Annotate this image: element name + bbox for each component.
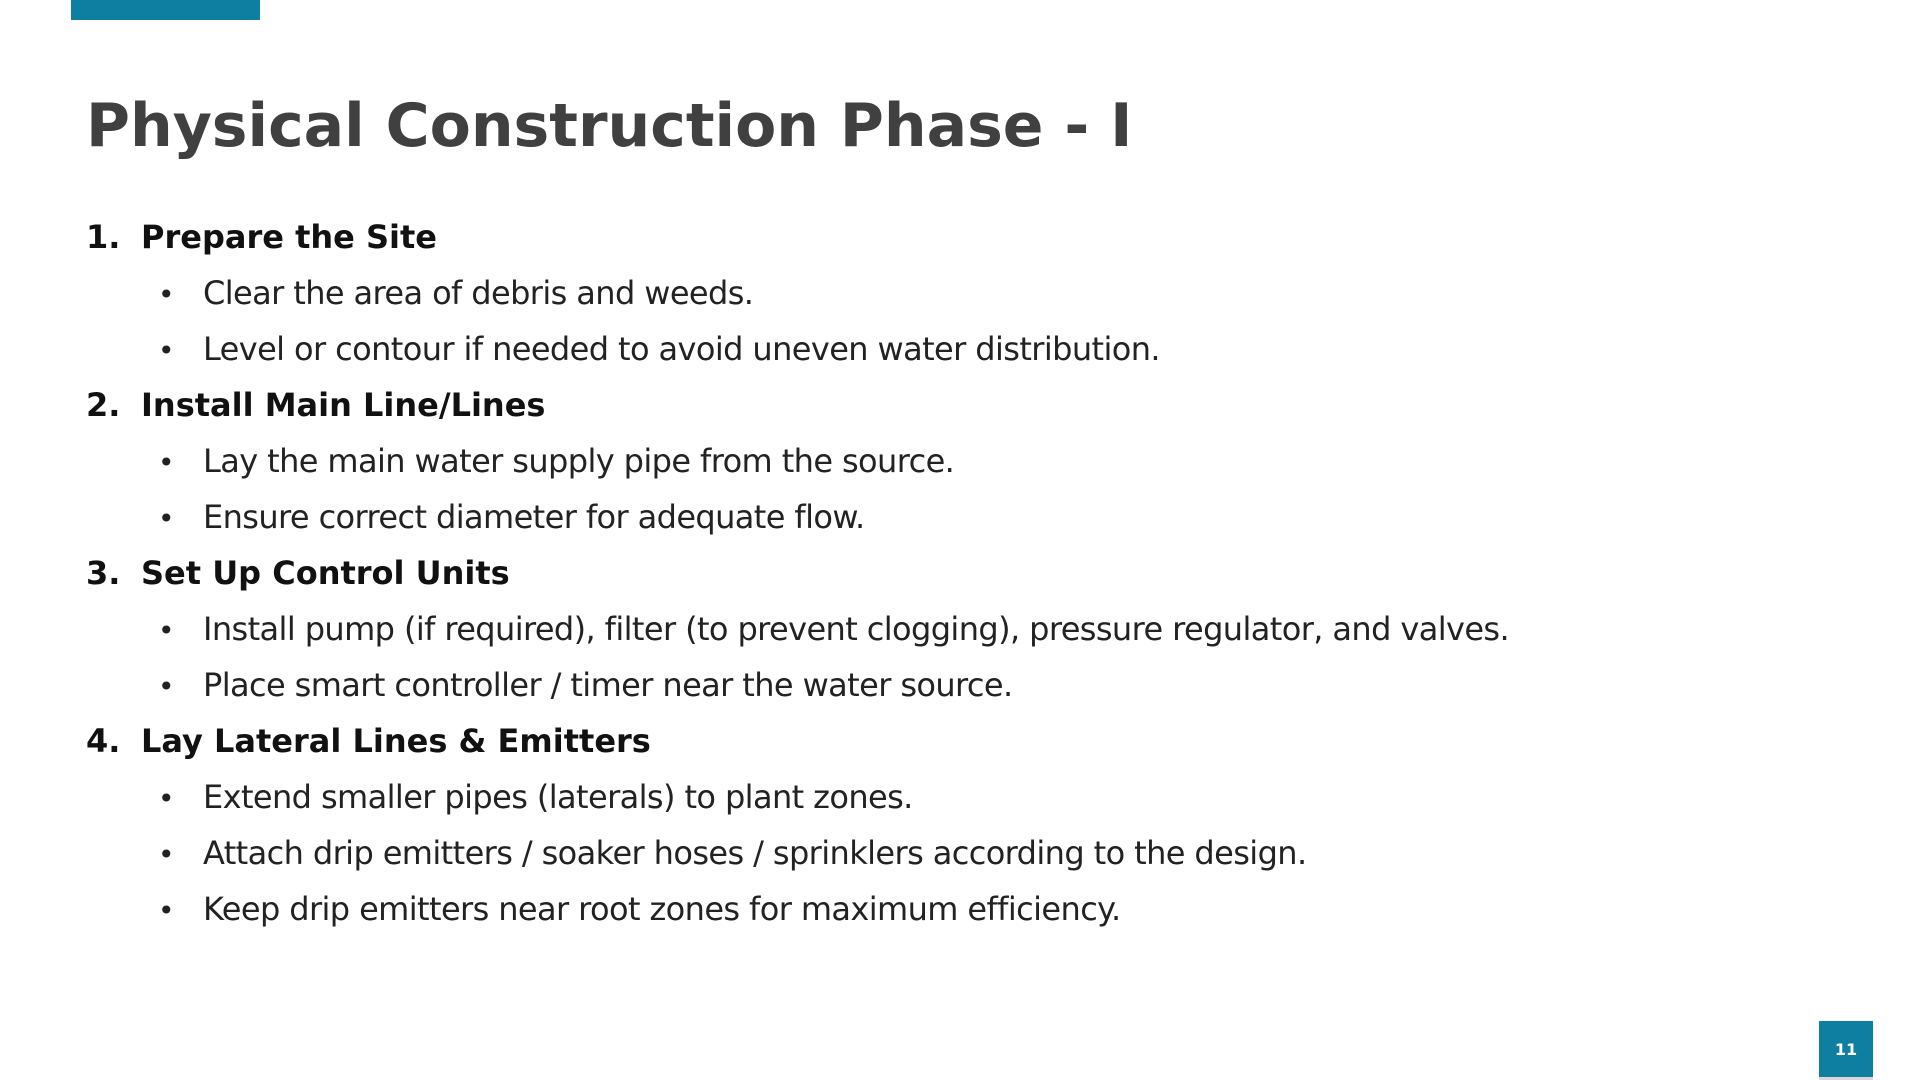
bullet-icon: •: [158, 614, 175, 647]
section-heading: [86, 545, 1846, 601]
bullet-icon: •: [158, 894, 175, 927]
section-number: 3.: [86, 554, 121, 592]
section-number: 2.: [86, 386, 121, 424]
bullet-item: [86, 265, 1846, 321]
section-heading-text: Set Up Control Units: [141, 554, 510, 592]
bullet-icon: •: [158, 334, 175, 367]
bullet-icon: •: [158, 670, 175, 703]
bullet-item: [86, 769, 1846, 825]
bullet-item: [86, 433, 1846, 489]
section-heading: [86, 377, 1846, 433]
section-heading-text: Lay Lateral Lines & Emitters: [141, 722, 651, 760]
bullet-icon: •: [158, 838, 175, 871]
section-number: 4.: [86, 722, 121, 760]
bullet-text: Lay the main water supply pipe from the source.: [203, 442, 955, 480]
bullet-text: Keep drip emitters near root zones for maximum efficiency.: [203, 890, 1121, 928]
section-heading: [86, 209, 1846, 265]
section-control-units: [86, 545, 1846, 713]
bullet-text: Level or contour if needed to avoid uneven water distribution.: [203, 330, 1161, 368]
section-install-main-line: [86, 377, 1846, 545]
section-heading: [86, 713, 1846, 769]
bullet-text: Extend smaller pipes (laterals) to plant zones.: [203, 778, 913, 816]
bullet-icon: •: [158, 502, 175, 535]
section-number: 1.: [86, 218, 121, 256]
bullet-item: [86, 321, 1846, 377]
section-lateral-lines: [86, 713, 1846, 937]
bullet-icon: •: [158, 446, 175, 479]
section-prepare-site: [86, 209, 1846, 377]
bullet-text: Install pump (if required), filter (to prevent clogging), pressure regulator, and valves.: [203, 610, 1510, 648]
bullet-item: [86, 601, 1846, 657]
section-heading-text: Install Main Line/Lines: [141, 386, 546, 424]
bullet-icon: •: [158, 278, 175, 311]
bullet-item: [86, 881, 1846, 937]
accent-bar: [71, 0, 260, 20]
bullet-item: [86, 657, 1846, 713]
bullet-icon: •: [158, 782, 175, 815]
bullet-text: Clear the area of debris and weeds.: [203, 274, 754, 312]
bullet-text: Attach drip emitters / soaker hoses / sprinklers according to the design.: [203, 834, 1307, 872]
slide-title: Physical Construction Phase - I: [86, 91, 1133, 161]
bullet-item: [86, 825, 1846, 881]
slide-number-badge: [1819, 1021, 1873, 1077]
slide-content: [86, 209, 1846, 937]
slide-number: 11: [1834, 1039, 1858, 1059]
bullet-text: Place smart controller / timer near the water source.: [203, 666, 1013, 704]
section-heading-text: Prepare the Site: [141, 218, 437, 256]
bullet-item: [86, 489, 1846, 545]
bullet-text: Ensure correct diameter for adequate flow.: [203, 498, 865, 536]
